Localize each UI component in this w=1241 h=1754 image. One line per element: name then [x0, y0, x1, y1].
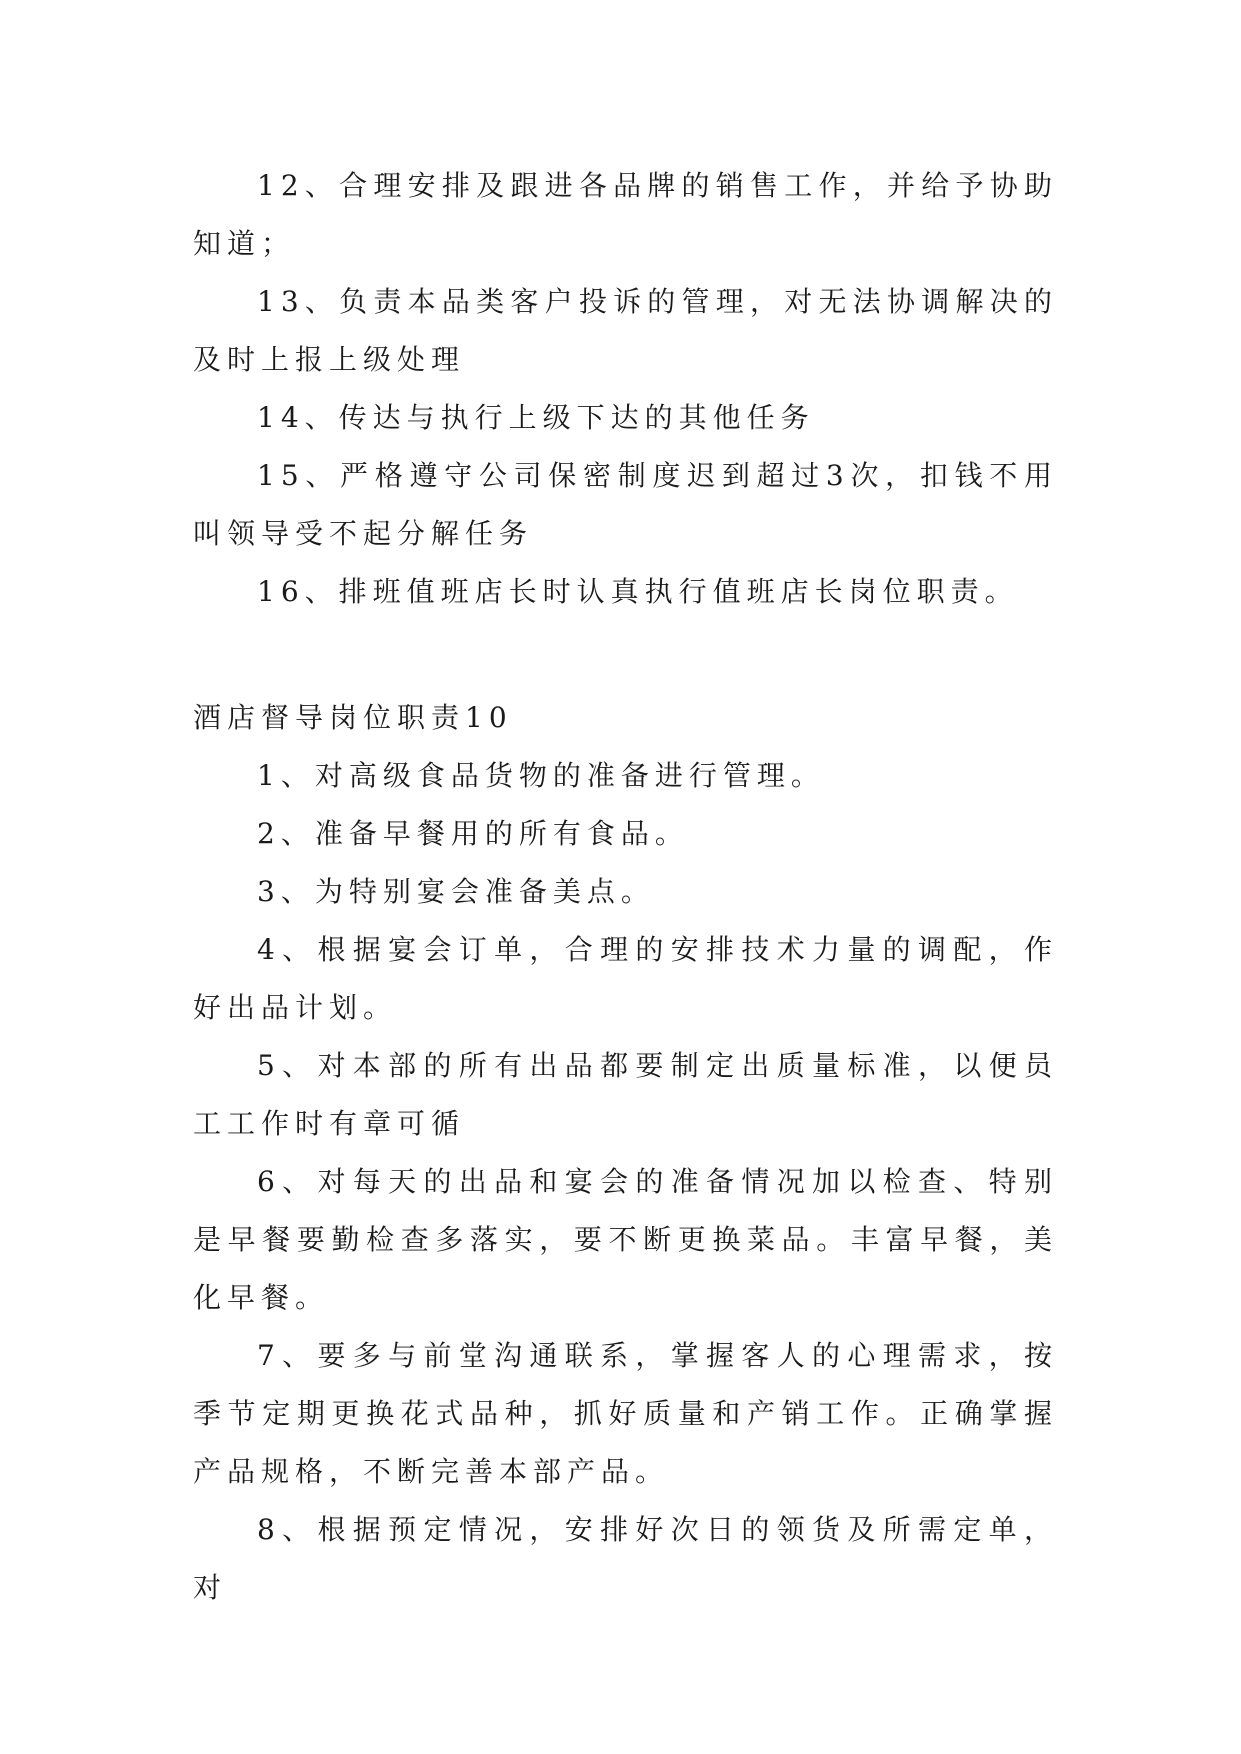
hotel-supervisor-duties-section	[193, 689, 1058, 1617]
section-heading: 酒店督导岗位职责10	[193, 701, 513, 734]
duty-item-8: 8、根据预定情况，安排好次日的领货及所需定单，对	[193, 1513, 1058, 1604]
duty-item-13: 13、负责本品类客户投诉的管理，对无法协调解决的及时上报上级处理	[193, 285, 1058, 376]
duty-item-4: 4、根据宴会订单，合理的安排技术力量的调配，作好出品计划。	[193, 933, 1058, 1024]
duty-item-7: 7、要多与前堂沟通联系，掌握客人的心理需求，按季节定期更换花式品种，抓好质量和产销工作。正确掌握产品规格，不断完善本部产品。	[193, 1339, 1058, 1488]
duty-item-5: 5、对本部的所有出品都要制定出质量标准，以便员工工作时有章可循	[193, 1049, 1058, 1140]
duty-item-1: 1、对高级食品货物的准备进行管理。	[257, 759, 825, 792]
duty-item-14: 14、传达与执行上级下达的其他任务	[257, 401, 815, 434]
duty-item-2: 2、准备早餐用的所有食品。	[257, 817, 689, 850]
duty-item-3: 3、为特别宴会准备美点。	[257, 875, 655, 908]
duty-item-6: 6、对每天的出品和宴会的准备情况加以检查、特别是早餐要勤检查多落实，要不断更换菜品。丰富早餐，美化早餐。	[193, 1165, 1058, 1314]
duties-list-continued	[193, 157, 1058, 621]
duty-item-12: 12、合理安排及跟进各品牌的销售工作，并给予协助知道；	[193, 169, 1058, 260]
duty-item-15: 15、严格遵守公司保密制度迟到超过3次，扣钱不用叫领导受不起分解任务	[193, 459, 1058, 550]
duty-item-16: 16、排班值班店长时认真执行值班店长岗位职责。	[257, 575, 1019, 608]
